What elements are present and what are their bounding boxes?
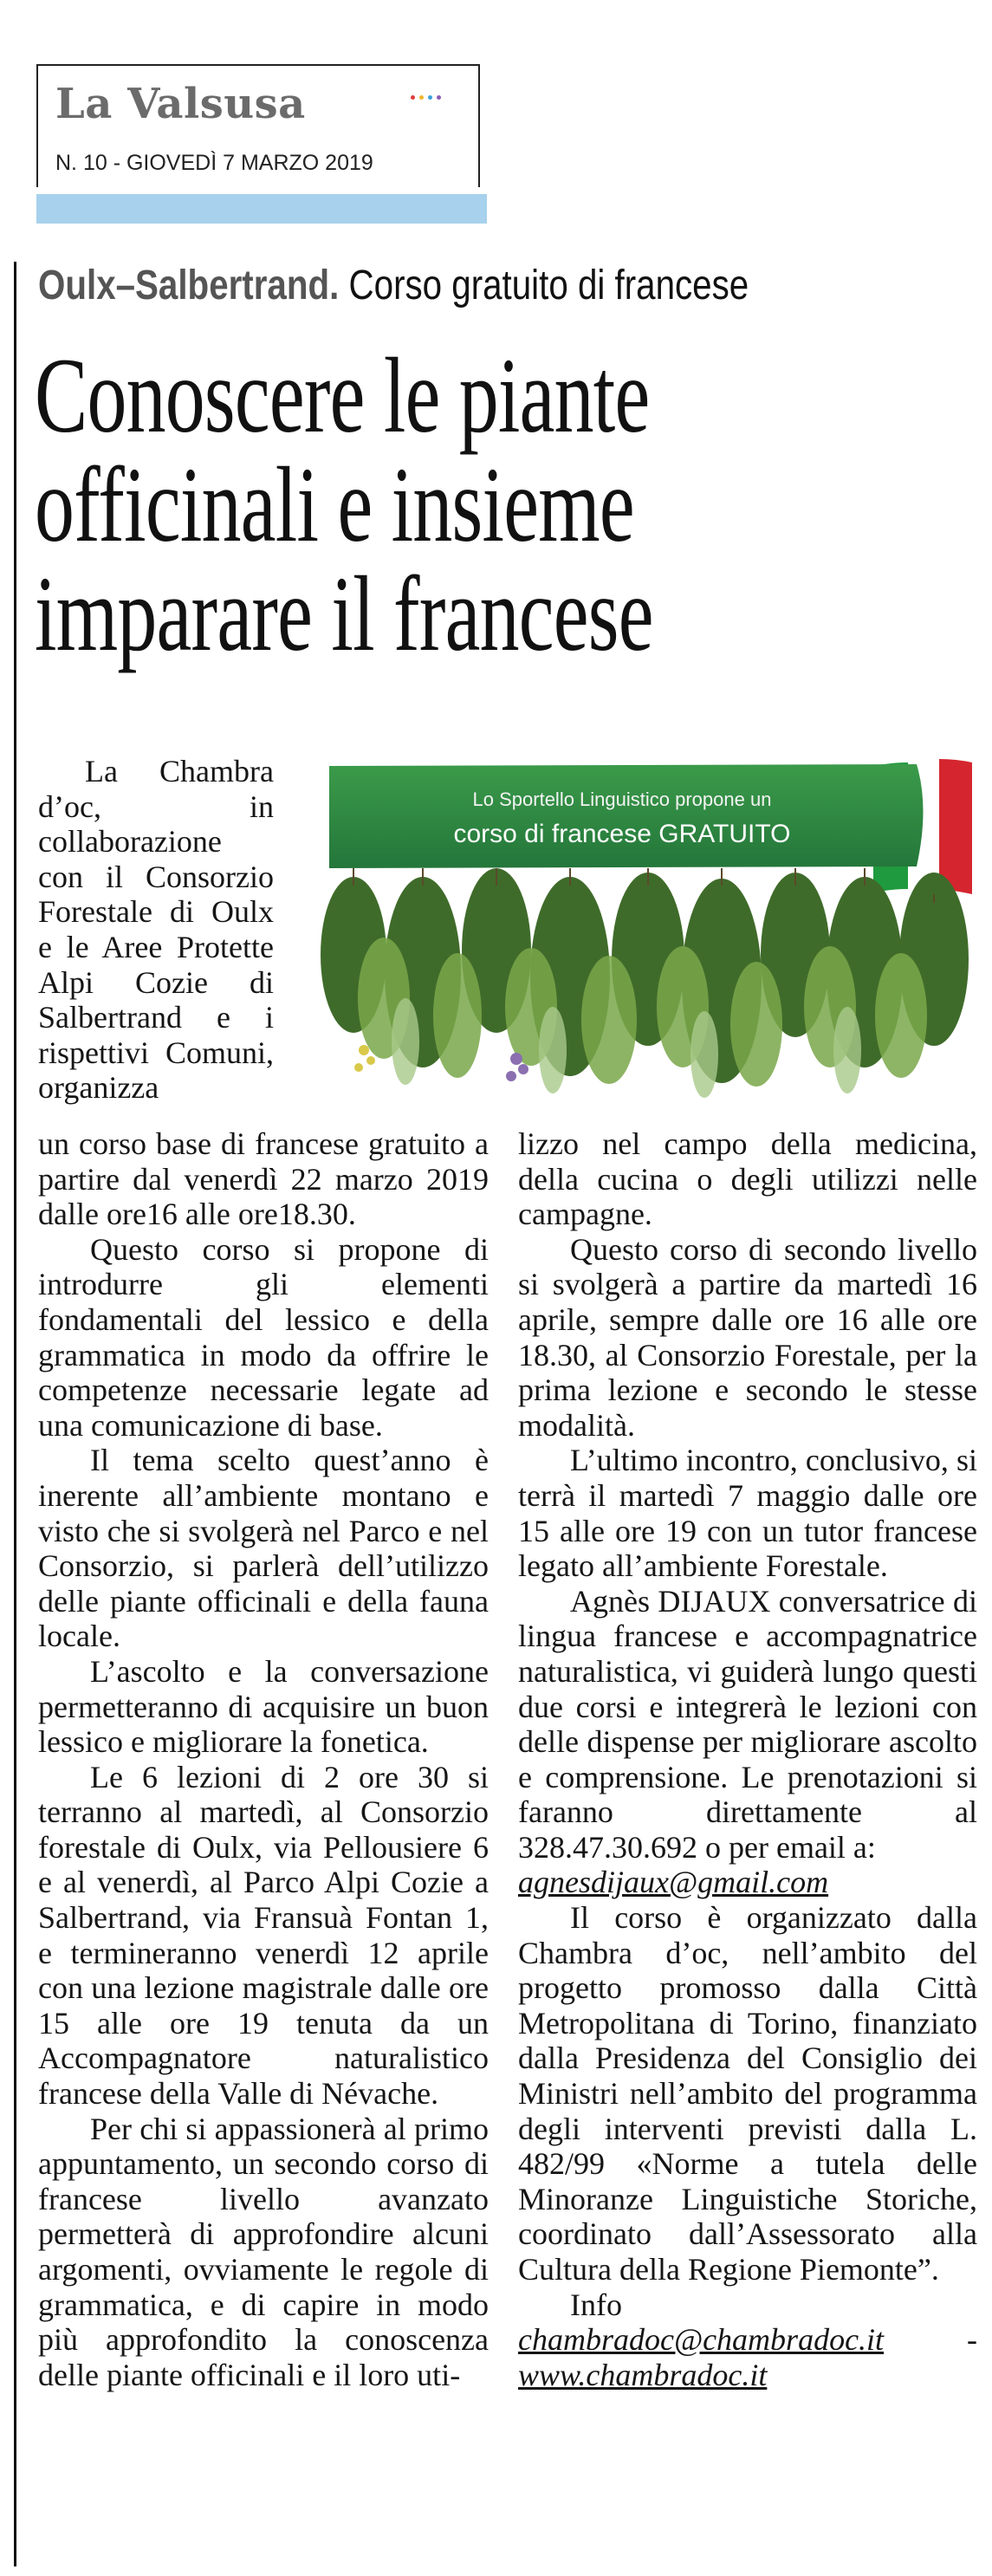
banner-line-1: Lo Sportello Linguistico propone un [472,788,772,810]
info-label: Info [570,2287,622,2322]
left-column [38,1126,489,2392]
headline-line: imparare il francese [35,555,653,673]
body-continuation: lizzo nel campo della medicina, della cucina o degli utilizzi nelle campagne. [518,1126,977,1232]
newspaper-masthead [36,64,487,222]
body-paragraph: Per chi si appassionerà al primo appuntamento, un secondo corso di francese livello avanzato permetterà di approfondire alcuni argomenti, ovviamente le regole di grammatica, e di capire in modo più approfondito la conoscenza delle piante officinali e il loro uti- [38,2111,489,2392]
info-separator: - [967,2322,977,2358]
body-paragraph: Le 6 lezioni di 2 ore 30 si terranno al martedì, al Consorzio forestale di Oulx, via Pellousiere 6 e al venerdì, al Parco Alpi Cozie a Salbertrand, via Fransuà Fontan 1, e termineranno venerdì 12 aprile con una lezione magistrale dalle ore 15 alle ore 19 tenuta da un Accompagnatore naturalistico francese della Valle di Névache. [38,1759,489,2112]
info-paragraph [518,2287,977,2393]
right-column [518,1126,977,2392]
issue-date: N. 10 - GIOVEDÌ 7 MARZO 2019 [55,151,373,175]
headline-line: Conoscere le piante [35,336,650,455]
kicker-place: Oulx–Salbertrand. [38,263,340,308]
body-paragraph: L’ultimo incontro, conclusivo, si terrà il martedì 7 maggio dalle ore 15 alle ore 19 con un tutor francese legato all’ambiente Forestale. [518,1443,977,1584]
article-kicker [38,260,749,312]
banner-line-2: corso di francese GRATUITO [453,820,791,848]
herbs-illustration [319,756,972,1111]
headline-line: officinali e insieme [35,445,634,564]
info-email-link[interactable]: chambradoc@chambradoc.it [518,2322,885,2358]
intro-column [38,754,274,1106]
masthead-accent-bar [36,194,487,224]
logo-dots-icon [411,95,441,100]
newspaper-name: La Valsusa [55,80,306,128]
banner-shape [329,764,924,868]
intro-paragraph: La Chambra d’oc, in collaborazione con il Consorzio Forestale di Oulx e le Aree Protette Alpi Cozie di Salbertrand e i rispettivi Comuni, organizza [38,754,274,1106]
body-paragraph: Agnès DIJAUX conversatrice di lingua francese e accompagnatrice naturalistica, vi guiderà lungo questi due corsi e integrerà le lezioni con delle dispense per migliorare ascolto e comprensione. Le prenotazioni si faranno direttamente al 328.47.30.692 o per email a: [518,1583,977,1865]
body-paragraph: L’ascolto e la conversazione permetteranno di acquisire un buon lessico e migliorare la fonetica. [38,1653,489,1760]
herb-bunches [321,868,969,1098]
kicker-topic: Corso gratuito di francese [348,263,749,308]
body-paragraph: Il tema scelto quest’anno è inerente all’ambiente montano e visto che si svolgerà nel Parco e nel Consorzio, si parlerà dell’utilizzo delle piante officinali e della fauna locale. [38,1443,489,1654]
contact-email-link[interactable]: agnesdijaux@gmail.com [518,1865,829,1900]
body-paragraph: Questo corso si propone di introdurre gli elementi fondamentali del lessico e della grammatica in modo da offrire le competenze necessarie legate ad una comunicazione di base. [38,1231,489,1443]
intro-continuation: un corso base di francese gratuito a partire dal venerdì 22 marzo 2019 dalle ore16 alle ore18.30. [38,1126,489,1232]
herbs-course-image [319,756,972,1111]
body-paragraph: Questo corso di secondo livello si svolgerà a partire da martedì 16 aprile, sempre dalle ore 16 alle ore 18.30, al Consorzio Forestale, per la prima lezione e secondo le stesse modalità. [518,1231,977,1443]
article-headline [35,336,932,673]
column-rule [14,262,16,2566]
email-paragraph [518,1865,977,1900]
info-website-link[interactable]: www.chambradoc.it [518,2357,768,2392]
body-paragraph: Il corso è organizzato dalla Chambra d’oc, nell’ambito del progetto promosso dalla Città Metropolitana di Torino, finanziato dalla Presidenza del Consiglio dei Ministri nell’ambito del programma degli interventi previsti dalla L. 482/99 «Norme a tutela delle Minoranze Linguistiche Storiche, coordinato dall’Assessorato alla Cultura della Regione Piemonte”. [518,1900,977,2287]
